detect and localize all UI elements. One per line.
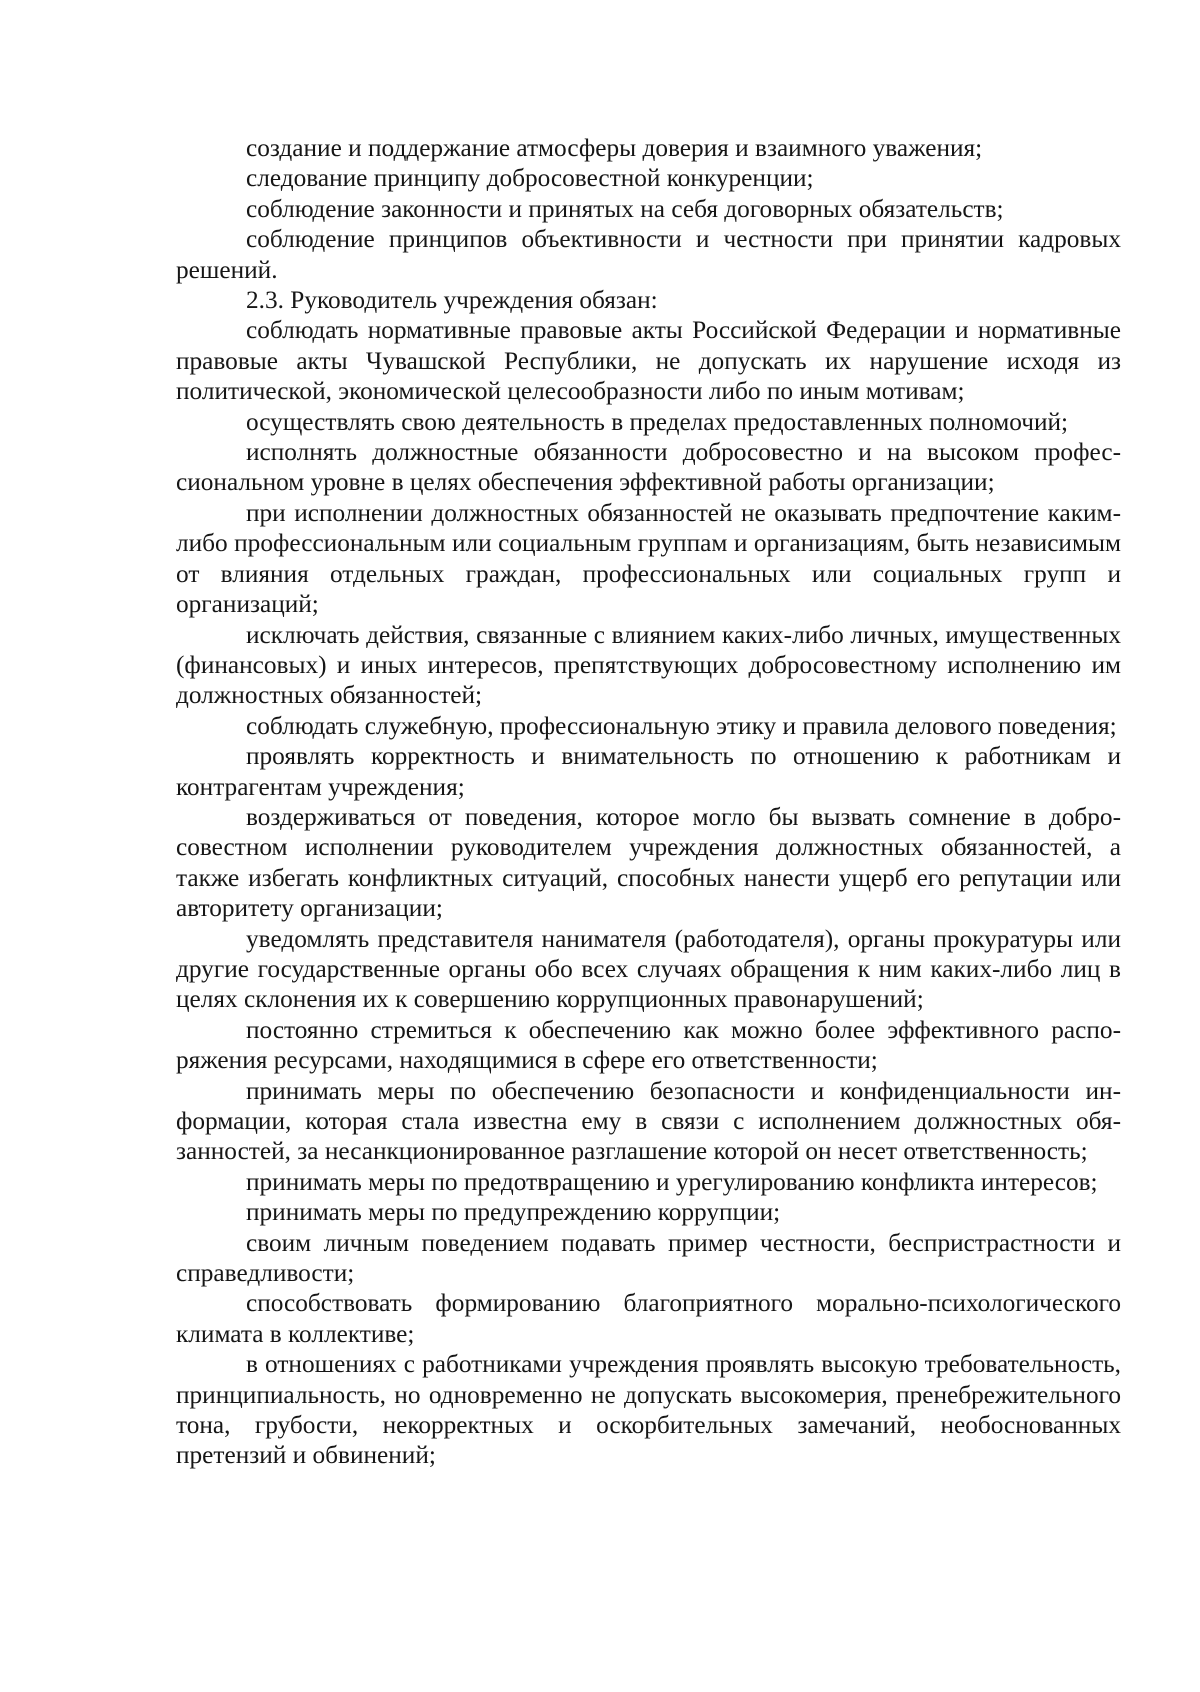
paragraph: проявлять корректность и внимательность по отношению к работникам и контрагентам учреждения;: [176, 742, 1121, 801]
section-heading: 2.3. Руководитель учреждения обязан:: [246, 286, 658, 315]
paragraph: принимать меры по обеспечению безопасности и конфиденциальности информации, которая стала известна ему в связи с исполнением должностных обязанностей, за несанкционированное разглашение которой он несет ответственность;: [176, 1076, 1121, 1166]
paragraph: соблюдение законности и принятых на себя договорных обязательств;: [246, 194, 1004, 223]
paragraph: воздерживаться от поведения, которое могло бы вызвать сомнение в добросовестном исполнении руководителем учреждения должностных обязанностей, а также избегать конфликтных ситуаций, способных нанести ущерб его репутации или авторитету организации;: [176, 802, 1121, 923]
paragraph: способствовать формированию благоприятного морально-психологического климата в коллективе;: [176, 1289, 1121, 1348]
paragraph: соблюдать служебную, профессиональную этику и правила делового поведения;: [246, 711, 1117, 740]
paragraph: осуществлять свою деятельность в пределах предоставленных полномочий;: [246, 407, 1069, 436]
paragraph: исключать действия, связанные с влиянием каких-либо личных, имущественных (финансовых) и иных интересов, препятствующих добросовестному исполнению им должностных обязанностей;: [176, 620, 1121, 710]
paragraph: своим личным поведением подавать пример честности, беспристрастности и справедливости;: [176, 1228, 1121, 1288]
paragraph: соблюдение принципов объективности и честности при принятии кадровых решений.: [176, 225, 1121, 284]
document-body: [176, 133, 1121, 1471]
paragraph: принимать меры по предупреждению коррупции;: [246, 1198, 781, 1227]
paragraph: соблюдать нормативные правовые акты Российской Федерации и нормативные правовые акты Чувашской Республики, не допускать их нарушение исходя из политической, экономической целесообразности либо по иным мотивам;: [176, 316, 1121, 406]
paragraph: следование принципу добросовестной конкуренции;: [246, 164, 814, 193]
paragraph: принимать меры по предотвращению и урегулированию конфликта интересов;: [246, 1167, 1098, 1196]
paragraph: исполнять должностные обязанности добросовестно и на высоком профессиональном уровне в целях обеспечения эффективной работы организации;: [176, 438, 1121, 497]
paragraph: в отношениях с работниками учреждения проявлять высокую требовательность, принципиальность, но одновременно не допускать высокомерия, пренебрежительного тона, грубости, некорректных и оскорбительных замечаний, необоснованных претензий и обвинений;: [176, 1350, 1121, 1470]
paragraph: при исполнении должностных обязанностей не оказывать предпочтение каким-либо профессиональным или социальным группам и организациям, быть независимым от влияния отдельных граждан, профессиональных или социальных групп и организаций;: [176, 498, 1121, 619]
paragraph: уведомлять представителя нанимателя (работодателя), органы прокуратуры или другие государственные органы обо всех случаях обращения к ним каких-либо лиц в целях склонения их к совершению коррупционных правонарушений;: [176, 924, 1121, 1014]
paragraph: постоянно стремиться к обеспечению как можно более эффективного распоряжения ресурсами, находящимися в сфере его ответственности;: [176, 1015, 1121, 1075]
paragraph: создание и поддержание атмосферы доверия и взаимного уважения;: [246, 134, 983, 162]
